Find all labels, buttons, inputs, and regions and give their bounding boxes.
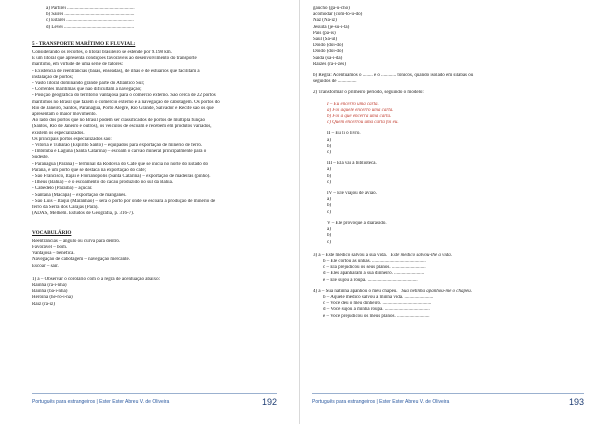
page-number: 192 <box>261 397 277 407</box>
exercise-3-item: b – Ele cortou as unhas. ........................................... <box>323 258 426 264</box>
options-list <box>32 6 272 31</box>
answer-blank[interactable]: a) <box>327 137 331 143</box>
reading-line: Sudeste. <box>32 155 49 161</box>
syllable-example: Jesuíta (je-su-í-ta) <box>313 24 350 30</box>
answer-blank[interactable]: b) <box>327 203 332 209</box>
exercise-3-list <box>313 259 581 284</box>
exercise-4-model: Sua netinha apanhou-me o chapéu. <box>401 288 472 294</box>
reading-line: - Existência de reentrâncias (baías, enseadas), de ilhas e de estuários que facilitam a <box>32 68 200 74</box>
model-line: c) Quem encerrou uma carta foi eu. <box>327 120 399 126</box>
answer-blank[interactable]: a) <box>327 227 331 233</box>
syllable-example: gaúcho (ga-ú-cho) <box>313 6 350 11</box>
answer-blank[interactable]: a) <box>327 167 331 173</box>
reading-line: - Cabedelo (Paraíba) – açúcar. <box>32 186 93 192</box>
reading-line: Paraná, é um porto que se destaca na exportação do café; <box>32 167 146 173</box>
right-page <box>300 0 599 424</box>
reading-line: - Ilhéus (Bahia) – é o escoamento do cacau produzido no sul da Bahia. <box>32 180 174 186</box>
reading-line: - Posição geográfica do território vantajosa para o comércio externo. São cerca de 22 portos <box>32 93 216 99</box>
exercise-3-item: e – Ele sujou a roupa. ........................................ <box>323 277 418 283</box>
reading-line: - Correntes marítimas que não dificultam a navegação; <box>32 87 142 93</box>
reading-line: - São Francisco, Itajaí e Florianópolis (Santa Catarina) – exportação de madeiras (pinho). <box>32 174 211 180</box>
reading-line: - Vitória e Tubarão (Espírito Santo) – equipados para exportação de minério de ferro. <box>32 143 203 149</box>
page-number: 193 <box>568 397 584 407</box>
answer-blank[interactable]: b) <box>327 233 332 239</box>
exercise-2-items <box>313 126 581 245</box>
syllable-example: Rainha (ra-i-nha) <box>32 282 67 288</box>
exercise-4-list <box>313 295 581 320</box>
vocabulary-item: Navegação de cabotagem – navegação mercante. <box>32 257 130 263</box>
rule-line: seguidos de ............... <box>313 79 357 85</box>
exercise-3-item: d – Eles apanharam a sua dinheiro. ........................ <box>323 271 425 277</box>
model-example <box>313 102 581 127</box>
vocabulary-heading: VOCABULÁRIO <box>32 229 72 236</box>
reading-line: - Vasto litoral dominando grande parte do Atlântico Sul; <box>32 81 145 87</box>
footer-text: Português para estrangeiros | Ester Ester Abreu V. de Oliveira <box>312 399 450 405</box>
exercise-4-item: b – Aquele médico salvou a minha vida. ....................... <box>323 294 434 300</box>
left-footer <box>32 393 277 410</box>
reading-line: marítimo, em virtude de uma série de fatores: <box>32 62 124 68</box>
answer-blank[interactable]: c) <box>327 179 331 185</box>
reading-line: instalação de portos; <box>32 74 74 80</box>
syllable-example: Naz (Na-iz) <box>313 18 337 24</box>
exercise-2-item-title: V – Ele provoque a diarasido. <box>327 220 387 226</box>
syllable-example: Saída (sa-í-da) <box>313 55 343 61</box>
exercise-4-example: 4) a – Sua natinha apanhou o meu chapéu. <box>313 288 398 294</box>
syllable-example: Raízes (ra-í-zes) <box>313 61 346 67</box>
answer-blank[interactable]: c) <box>327 239 331 245</box>
exercise-3-item: c – Ela prejudicou os seus planos. ........................... <box>323 265 426 271</box>
exercise-1-list <box>32 283 272 308</box>
exercise-2-item-title: III – Ela vai à biblioteca. <box>327 161 377 167</box>
reading-line: ferro da Serra dos Carajás (Pará). <box>32 205 99 211</box>
reading-text <box>32 50 272 217</box>
reading-line: - Santana (Macapá) – exportação de manganês. <box>32 192 127 198</box>
syllable-example: País (pa-ís) <box>313 30 336 36</box>
syllable-example: Saul (Sa-ul) <box>313 37 338 43</box>
option-line: a) Partirei ...................................................... <box>46 6 135 11</box>
syllable-example: Doído (doi-do) <box>313 49 344 55</box>
reading-line: - Imbituba e Laguna (Santa Catarina) – escoam o carvão mineral principalmente para o <box>32 149 207 155</box>
reading-line: - Paranaguá (Paraná) – terminal da Rodovia do Café que se inicia no norte do Estado do <box>32 161 209 167</box>
vocabulary-list <box>32 239 272 270</box>
reading-line: É um litoral que apresenta condições favoráveis ao desenvolvimento do transporte <box>32 56 197 62</box>
answer-blank[interactable]: c) <box>327 150 331 156</box>
syllable-example: acomodar (com-to-ú-do) <box>313 12 363 18</box>
exercise-2-item-title: IV – Ele viajou de avião. <box>327 191 377 197</box>
model-line: b) Foi a que encerra uma carta. <box>327 114 392 120</box>
exercise-1-title: 1) a – Observar o corolário com o a regra de acentuação abaixo: <box>32 276 160 282</box>
left-page-content <box>32 6 272 308</box>
exercise-3-example: 3) a – Este médico salvou a sua vida. <box>313 252 388 258</box>
answer-blank[interactable]: b) <box>327 143 332 149</box>
right-footer <box>312 393 584 410</box>
reading-line: (ADAS, Melhem. Estudos de Geografia, p. 316-7). <box>32 211 135 217</box>
section-heading: 5 - TRANSPORTE MARÍTIMO E FLUVIAL: <box>32 40 136 47</box>
reading-line: Considerando os recortes, o litoral brasileiro se estende por 9.198 km. <box>32 50 172 56</box>
reading-line: existem os especializados. <box>32 130 85 136</box>
exercise-4-item: d – Você sujou a minha roupa. .................................... <box>323 307 430 313</box>
reading-line: Rio de Janeiro, Santos, Paranaguá, Porto Alegre, Rio Grande, Salvador e Recife são os que <box>32 105 214 111</box>
reading-line: Os principais portos especializados são: <box>32 136 112 142</box>
answer-blank[interactable]: c) <box>327 209 331 215</box>
syllable-list <box>313 6 581 68</box>
option-line: c) Estarei ...................................................... <box>46 18 134 24</box>
vocabulary-item: Escoar – sair. <box>32 263 59 269</box>
exercise-2-title: 2) Transformar o primeiro período, seguindo o modelo: <box>313 90 424 96</box>
exercise-3-model: Este médico salvou-lhe a vida. <box>390 252 452 258</box>
option-line: d) Levei ........................................................ <box>46 24 135 30</box>
answer-blank[interactable]: b) <box>327 173 332 179</box>
answer-blank[interactable]: a) <box>327 197 331 203</box>
rule-line: b) Regra: Acentuamos o ........ e o ............ tônicos, quando isolado em sílabas ou <box>313 73 474 79</box>
vocabulary-item: Favorável – bom. <box>32 244 68 250</box>
reading-line: - São Luís – Itaqui (Maranhão) – será o porto por onde se escoará a produção de minério de <box>32 198 216 204</box>
syllable-example: Doído (doí-do) <box>313 43 344 49</box>
option-line: b) Sairei ........................................................ <box>46 12 135 18</box>
model-line: a) Foi aquele encerro uma carta. <box>327 107 394 113</box>
syllable-example: Heroína (he-ro-í-na) <box>32 295 73 301</box>
exercise-2-item-title: II – Eu li o livro. <box>327 131 361 137</box>
exercise-4-item: c – Você deu o meu dinheiro. ....................................... <box>323 301 432 307</box>
syllable-example: Raiz (ra-iz) <box>32 301 55 307</box>
right-page-content <box>313 6 581 320</box>
reading-line: apresentam o maior movimento. <box>32 112 97 118</box>
vocabulary-item: Reentrâncias – ângulo ou curva para dentro. <box>32 238 121 244</box>
reading-line: marítimos no Brasil que fazem o comércio externo e a navegação de cabotagem. Os portos do <box>32 99 220 105</box>
vocabulary-item: Vantajosa – benéfica. <box>32 251 75 257</box>
reading-line: (Santos, Rio de Janeiro e outros), os veículos de escoam e recebem em produtos variados, <box>32 124 212 130</box>
reading-line: Ao lado dos portos que no Brasil podem ser classificados de portos de múltipla função <box>32 118 206 124</box>
syllable-example: Bainha (ba-i-nha) <box>32 289 68 295</box>
footer-text: Português para estrangeiros | Ester Ester Abreu V. de Oliveira <box>32 399 170 405</box>
model-line: I – Eu encerro uma carta. <box>327 101 379 107</box>
exercise-4-item: e – Você prejudicou os meus planos. .......................... <box>323 313 430 319</box>
